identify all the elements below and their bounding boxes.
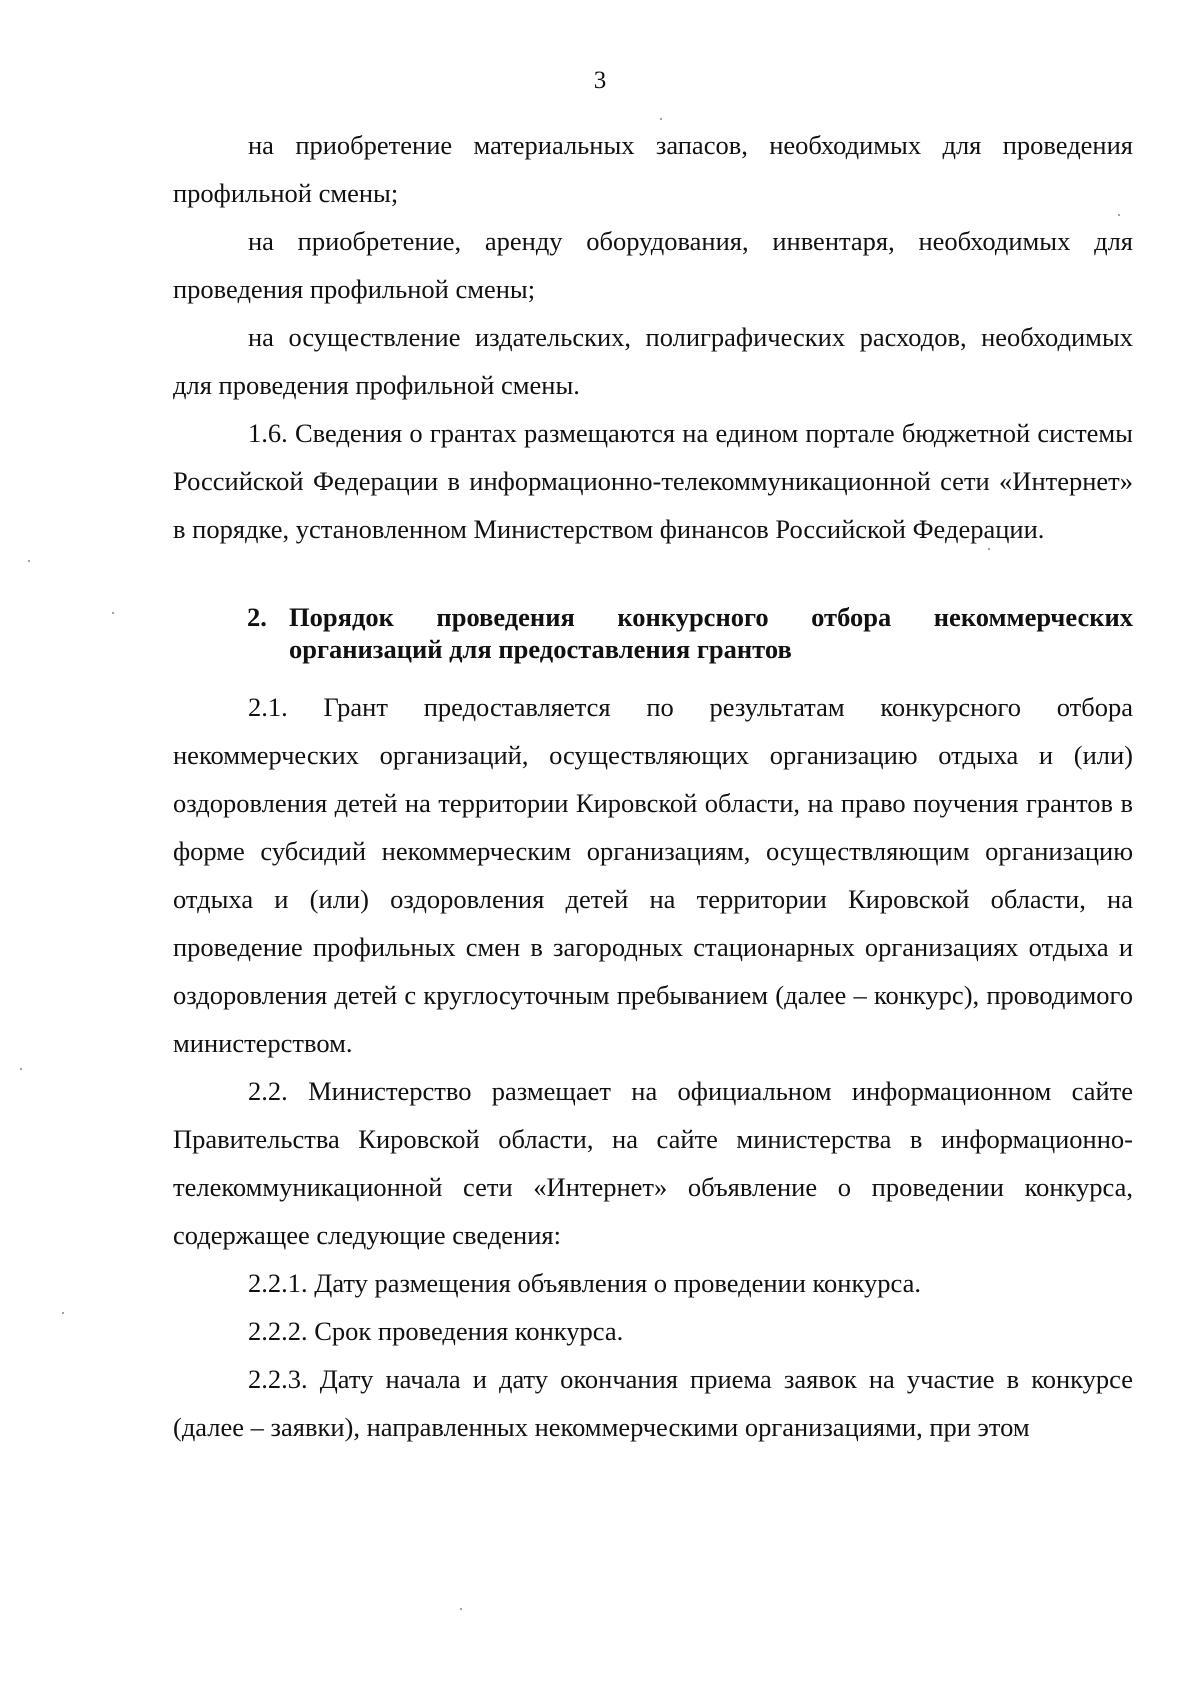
paragraph-publishing: на осуществление издательских, полиграфических расходов, необходимых для проведения профильной смены. bbox=[173, 322, 1133, 400]
paragraph-2-1: 2.1. Грант предоставляется по результатам конкурсного отбора некоммерческих организаций, осуществляющих организацию отдыха и (или) оздоровления детей на территории Кировской области, на право поучения грантов в форме субсидий некоммерческим организациям, осуществляющим организацию отдыха и (или) оздоровления детей на территории Кировской области, на проведение профильных смен в загородных стационарных организациях отдыха и оздоровления детей с круглосуточным пребыванием (далее – конкурс), проводимого министерством. bbox=[173, 692, 1133, 1058]
scan-speck bbox=[660, 118, 662, 120]
paragraph-2-2-2: 2.2.2. Срок проведения конкурса. bbox=[248, 1316, 624, 1346]
scan-speck bbox=[62, 1312, 64, 1314]
paragraph-1-6: 1.6. Сведения о грантах размещаются на едином портале бюджетной системы Российской Федерации в информационно-телекоммуникационной сети «Интернет» в порядке, установленном Министерством финансов Российской Федерации. bbox=[173, 418, 1133, 544]
scan-speck bbox=[28, 560, 30, 562]
paragraph-2-2-1: 2.2.1. Дату размещения объявления о проведении конкурса. bbox=[248, 1268, 921, 1298]
paragraph-2-2: 2.2. Министерство размещает на официальном информационном сайте Правительства Кировской области, на сайте министерства в информационно-телекоммуникационной сети «Интернет» объявление о проведении конкурса, содержащее следующие сведения: bbox=[173, 1076, 1133, 1250]
scan-speck bbox=[988, 548, 990, 550]
paragraph-equipment: на приобретение, аренду оборудования, инвентаря, необходимых для проведения профильной смены; bbox=[173, 226, 1133, 304]
section-heading-2 bbox=[173, 601, 1133, 665]
scan-speck bbox=[460, 1608, 462, 1610]
section-title: Порядок проведения конкурсного отбора некоммерческих организаций для предоставления грантов bbox=[289, 602, 1133, 664]
paragraph-2-2-3: 2.2.3. Дату начала и дату окончания приема заявок на участие в конкурсе (далее – заявки), направленных некоммерческими организациями, при этом bbox=[173, 1364, 1133, 1442]
scan-speck bbox=[112, 612, 114, 614]
document-body bbox=[173, 121, 1133, 1451]
scan-speck bbox=[20, 1068, 22, 1070]
page-number: 3 bbox=[593, 67, 607, 94]
scan-speck bbox=[1118, 214, 1120, 216]
section-number: 2. bbox=[247, 602, 267, 632]
paragraph-materials: на приобретение материальных запасов, необходимых для проведения профильной смены; bbox=[173, 130, 1133, 208]
